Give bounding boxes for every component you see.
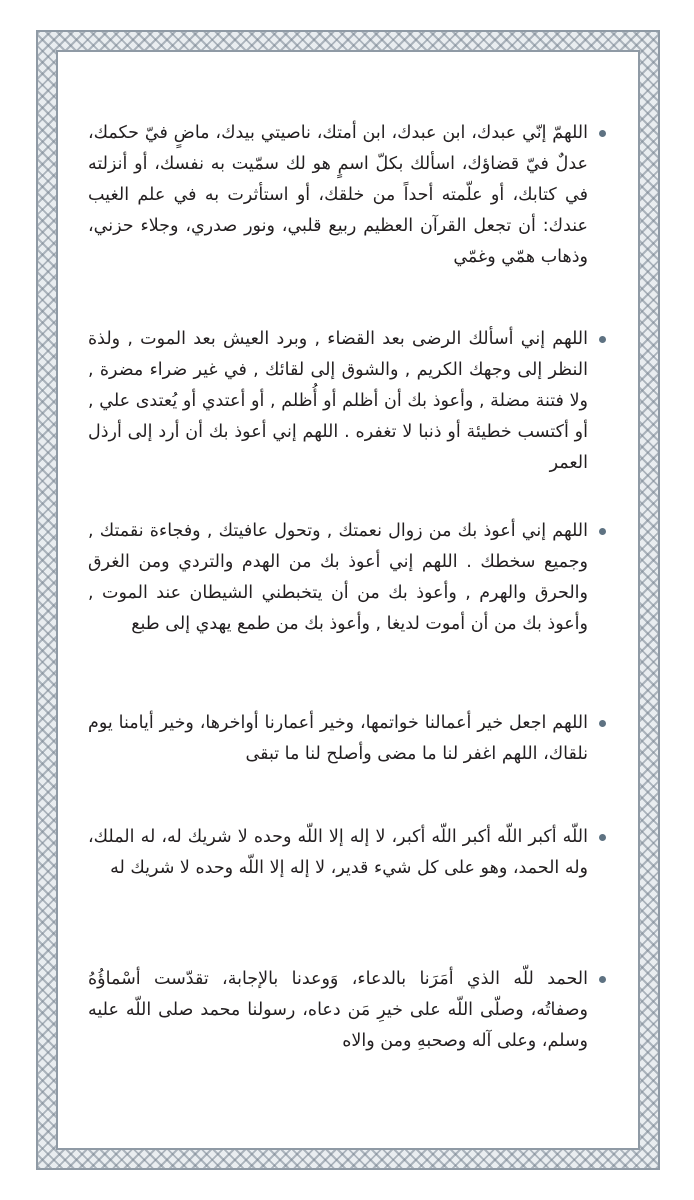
list-item-dua-1 [88, 118, 606, 273]
list-item-dua-2 [88, 324, 606, 479]
dua-text: اللهم إني أعوذ بك من زوال نعمتك , وتحول عافيتك , وفجاءة نقمتك , وجميع سخطك . اللهم إني أعوذ بك من الهدم والتردي ومن الغرق والحرق والهرم , وأعوذ بك من أن يتخبطني الشيطان عند الموت , وأعوذ بك من أن أموت لديغا , وأعوذ بك من طمع يهدي إلى طبع [88, 521, 588, 634]
bullet-icon [599, 976, 606, 983]
dua-text: اللهم اجعل خير أعمالنا خواتمها، وخير أعمارنا أواخرها، وخير أيامنا يوم نلقاك، اللهم اغفر لنا ما مضى وأصلح لنا ما تبقى [88, 713, 588, 764]
dua-text: الحمد للّه الذي أمَرَنا بالدعاء، وَوعدنا بالإجابة، تقدّست أسْماؤُهُ وصفاتُه، وصلّى اللّه على خيرِ مَن دعاه، رسولنا محمد صلى اللّه عليه وسلم، وعلى آله وصحبهِ ومن والاه [88, 969, 588, 1051]
dua-text: اللّه أكبر اللّه أكبر اللّه أكبر، لا إله إلا اللّه وحده لا شريك له، له الملك، وله الحمد، وهو على كل شيء قدير، لا إله إلا اللّه وحده لا شريك له [88, 827, 588, 878]
list-item-dua-4 [88, 708, 606, 770]
list-item-dua-5 [88, 822, 606, 884]
dua-text: اللهمّ إنّي عبدك، ابن عبدك، ابن أمتك، ناصيتي بيدك، ماضٍ فيّ حكمك، عدلٌ فيّ قضاؤك، اسألك بكلّ اسمٍ هو لك سمّيت به نفسك، أو أنزلته في كتابك، أو علّمته أحداً من خلقك، أو استأثرت به في علم الغيب عندك: أن تجعل القرآن العظيم ربيع قلبي، ونور صدري، وجلاء حزني، وذهاب همّي وغمّي [88, 123, 588, 267]
bullet-icon [599, 528, 606, 535]
bullet-icon [599, 130, 606, 137]
bullet-icon [599, 834, 606, 841]
dua-text: اللهم إني أسألك الرضى بعد القضاء , وبرد العيش بعد الموت , ولذة النظر إلى وجهك الكريم , والشوق إلى لقائك , في غير ضراء مضرة , ولا فتنة مضلة , وأعوذ بك أن أظلم أو أُظلم , أو أعتدي أو يُعتدى علي , أو أكتسب خطيئة أو ذنبا لا تغفره . اللهم إني أعوذ بك أن أرد إلى أرذل العمر [88, 329, 588, 473]
list-item-dua-6 [88, 964, 606, 1057]
list-item-dua-3 [88, 516, 606, 640]
bullet-icon [599, 336, 606, 343]
bullet-icon [599, 720, 606, 727]
